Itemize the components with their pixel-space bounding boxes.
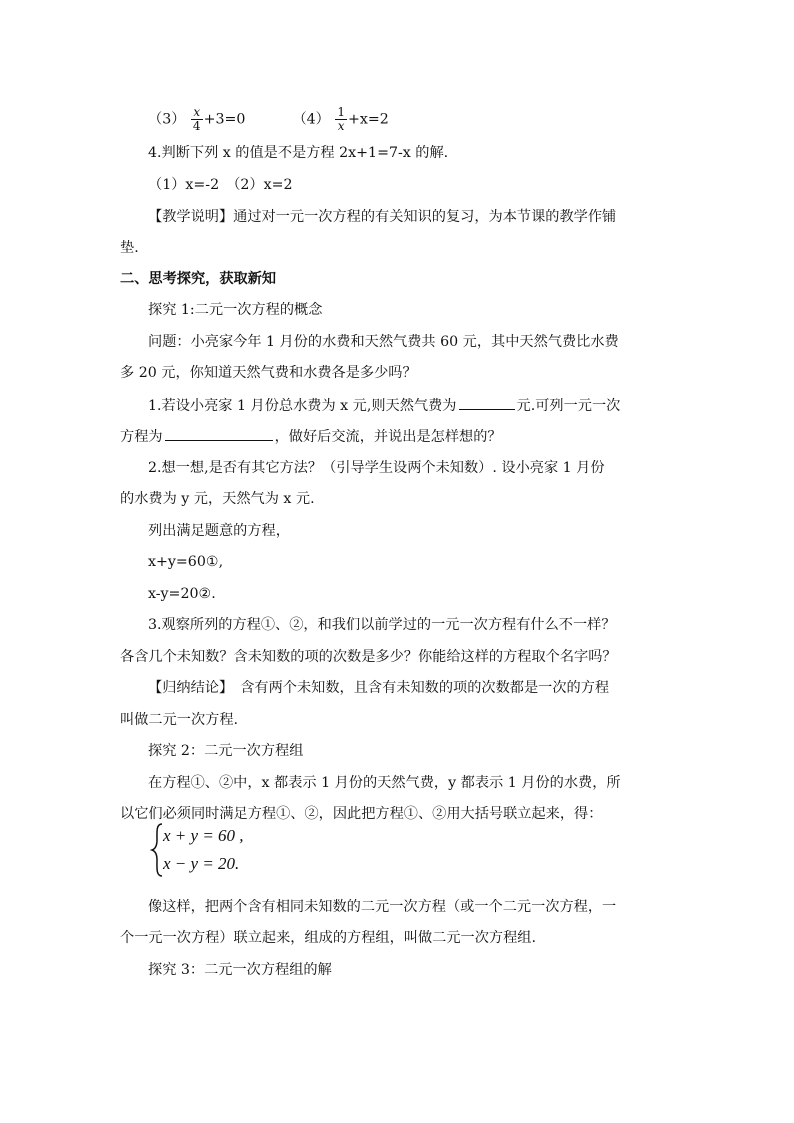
explore-3-title: 探究 3：二元一次方程组的解 — [148, 962, 332, 978]
conclusion-cont: 叫做二元一次方程. — [120, 712, 239, 728]
question-3: 3.观察所列的方程①、②，和我们以前学过的一元一次方程有什么不一样？ — [148, 617, 616, 633]
fill-blank-equation — [165, 426, 273, 441]
question-3-cont: 各含几个未知数？含未知数的项的次数是多少？你能给这样的方程取个名字吗？ — [120, 649, 617, 665]
exercise-3-4-line — [148, 105, 708, 133]
q3-label: （3） — [148, 111, 186, 128]
fill-blank-gas-fee — [459, 395, 515, 410]
explore-2-title: 探究 2：二元一次方程组 — [148, 743, 304, 759]
problem-text-cont: 多 20 元，你知道天然气费和水费各是多少吗？ — [120, 365, 417, 381]
definition-text-cont: 个一元一次方程）联立起来，组成的方程组，叫做二元一次方程组. — [120, 930, 536, 946]
q4-fraction: $\frac{1}{x}$ — [337, 105, 345, 133]
conclusion: 【归纳结论】 含有两个未知数，且含有未知数的项的次数都是一次的方程 — [148, 680, 610, 696]
question-1-cont: 方程为 ，做好后交流，并说出是怎样想的？ — [120, 426, 680, 446]
left-brace-icon — [150, 820, 164, 880]
explore-2-text-cont: 以它们必须同时满足方程①、②，因此把方程①、②用大括号联立起来，得： — [120, 806, 603, 822]
q4-tail: +x=2 — [348, 111, 389, 128]
equation-2: x-y=20②. — [148, 586, 216, 602]
q4-label: （4） — [292, 111, 330, 128]
problem-text: 问题：小亮家今年 1 月份的水费和天然气费共 60 元，其中天然气费比水费 — [148, 334, 619, 350]
equation-system — [150, 820, 260, 880]
teaching-note: 【教学说明】通过对一元一次方程的有关知识的复习，为本节课的教学作铺 — [148, 209, 617, 225]
teaching-note-cont: 垫. — [120, 240, 139, 256]
question-1: 1.若设小亮家 1 月份总水费为 x 元,则天然气费为 元.可列一元一次 — [148, 395, 708, 415]
system-equation-2: x − y = 20. — [163, 854, 240, 873]
q3-tail: +3=0 — [203, 111, 246, 128]
system-equation-1: x + y = 60 , — [163, 826, 244, 845]
exercise-4-options: （1）x=-2 （2）x=2 — [148, 177, 293, 193]
question-2-cont: 的水费为 y 元，天然气为 x 元. — [120, 491, 315, 507]
section-heading: 二、思考探究，获取新知 — [120, 271, 277, 287]
question-2: 2.想一想,是否有其它方法？（引导学生设两个未知数）. 设小亮家 1 月份 — [148, 460, 605, 476]
list-equations-text: 列出满足题意的方程， — [148, 523, 290, 539]
exercise-4-text: 4.判断下列 x 的值是不是方程 2x+1=7-x 的解. — [148, 145, 449, 161]
q3-fraction: $\frac{x}{4}$ — [192, 105, 201, 133]
equation-1: x+y=60①, — [148, 554, 224, 570]
explore-2-text: 在方程①、②中，x 都表示 1 月份的天然气费，y 都表示 1 月份的水费，所 — [148, 775, 621, 791]
definition-text: 像这样，把两个含有相同未知数的二元一次方程（或一个二元一次方程，一 — [148, 899, 617, 915]
explore-1-title: 探究 1:二元一次方程的概念 — [148, 302, 323, 318]
